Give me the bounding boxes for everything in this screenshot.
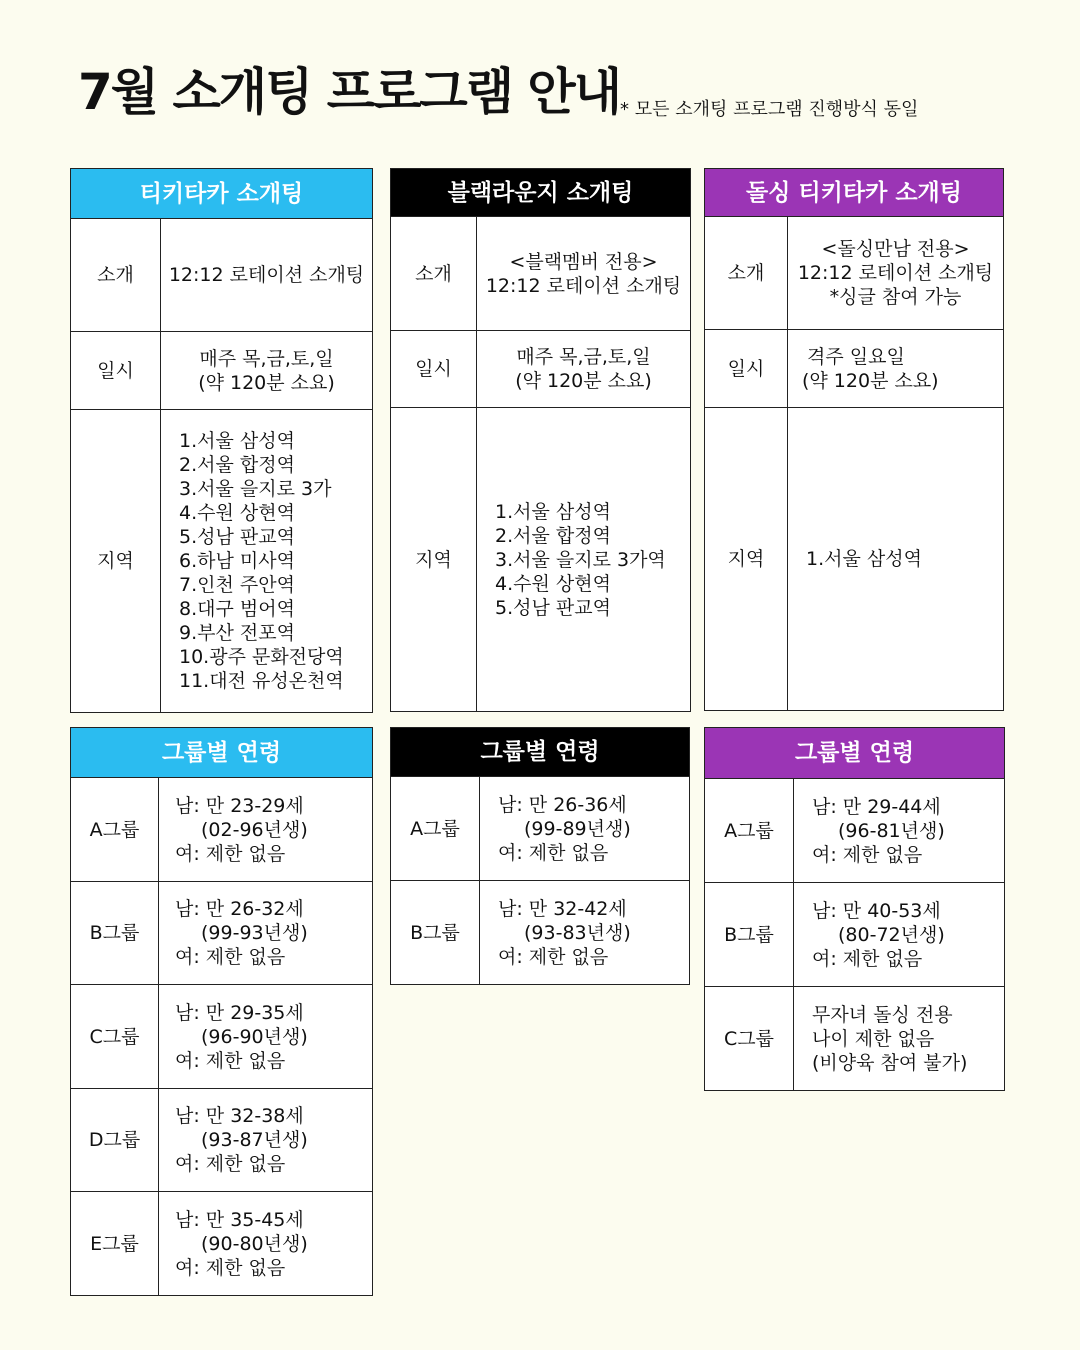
intro-value: 12:12 로테이션 소개팅 bbox=[161, 219, 373, 332]
region-item: 3.서울 을지로 3가역 bbox=[495, 548, 666, 571]
group-label: B그룹 bbox=[705, 883, 794, 987]
region-item: 9.부산 전포역 bbox=[179, 622, 295, 644]
male-age: 남: 만 29-44세 bbox=[812, 795, 941, 818]
page-title: 7월 소개팅 프로그램 안내 bbox=[78, 63, 621, 121]
date-value bbox=[161, 332, 373, 410]
area-label: 지역 bbox=[391, 408, 477, 712]
group-label: A그룹 bbox=[391, 777, 480, 881]
date-line: 매주 목,금,토,일 bbox=[516, 346, 651, 368]
group-label: A그룹 bbox=[71, 778, 159, 882]
female-age: 여: 제한 없음 bbox=[498, 841, 609, 864]
male-age: 남: 만 40-53세 bbox=[812, 899, 941, 922]
group-label: B그룹 bbox=[391, 881, 480, 985]
female-age: 여: 제한 없음 bbox=[498, 945, 609, 968]
female-age: 여: 제한 없음 bbox=[812, 843, 923, 866]
program-table-blacklounge bbox=[390, 168, 691, 712]
birth-years: (93-87년생) bbox=[201, 1129, 308, 1151]
group-note: 무자녀 돌싱 전용 bbox=[812, 1003, 953, 1026]
group-label: B그룹 bbox=[71, 882, 159, 985]
male-age: 남: 만 26-32세 bbox=[175, 898, 304, 920]
region-item: 5.성남 판교역 bbox=[179, 526, 295, 548]
region-item: 8.대구 범어역 bbox=[179, 598, 295, 620]
male-age: 남: 만 32-38세 bbox=[175, 1105, 304, 1127]
date-line: (약 120분 소요) bbox=[515, 370, 652, 392]
group-detail bbox=[794, 987, 1005, 1091]
group-label: D그룹 bbox=[71, 1089, 159, 1192]
birth-years: (99-93년생) bbox=[201, 922, 308, 944]
region-item: 6.하남 미사역 bbox=[179, 550, 295, 572]
region-item: 2.서울 합정역 bbox=[495, 524, 611, 547]
age-header: 그룹별 연령 bbox=[705, 728, 1005, 779]
group-detail bbox=[159, 778, 373, 882]
intro-value bbox=[788, 217, 1004, 330]
page-note: * 모든 소개팅 프로그램 진행방식 동일 bbox=[620, 99, 919, 120]
male-age: 남: 만 32-42세 bbox=[498, 897, 627, 920]
group-label: E그룹 bbox=[71, 1192, 159, 1296]
male-age: 남: 만 26-36세 bbox=[498, 793, 627, 816]
program-header: 티키타카 소개팅 bbox=[71, 169, 373, 219]
date-line: 격주 일요일 bbox=[807, 345, 905, 368]
region-item: 1.서울 삼성역 bbox=[179, 430, 295, 452]
group-note: 나이 제한 없음 bbox=[812, 1027, 935, 1050]
intro-label: 소개 bbox=[705, 217, 788, 330]
region-item: 2.서울 합정역 bbox=[179, 454, 295, 476]
program-header: 블랙라운지 소개팅 bbox=[391, 169, 691, 217]
region-item: 1.서울 삼성역 bbox=[806, 548, 922, 570]
region-item: 7.인천 주안역 bbox=[179, 574, 295, 596]
region-item: 4.수원 상현역 bbox=[495, 572, 611, 595]
region-list bbox=[161, 410, 373, 713]
area-label: 지역 bbox=[705, 408, 788, 711]
female-age: 여: 제한 없음 bbox=[175, 946, 286, 968]
group-detail bbox=[480, 881, 690, 985]
female-age: 여: 제한 없음 bbox=[175, 1256, 286, 1279]
group-label: A그룹 bbox=[705, 779, 794, 883]
male-age: 남: 만 23-29세 bbox=[175, 794, 304, 817]
intro-line: 12:12 로테이션 소개팅 bbox=[485, 274, 682, 297]
intro-value bbox=[477, 217, 691, 331]
age-header: 그룹별 연령 bbox=[71, 728, 373, 778]
female-age: 여: 제한 없음 bbox=[175, 1049, 286, 1072]
group-label: C그룹 bbox=[705, 987, 794, 1091]
birth-years: (99-89년생) bbox=[524, 817, 631, 840]
group-detail bbox=[794, 883, 1005, 987]
date-line: (약 120분 소요) bbox=[198, 371, 335, 394]
group-detail bbox=[159, 985, 373, 1089]
age-table-tikitaka bbox=[70, 727, 373, 1296]
date-value bbox=[788, 330, 1004, 408]
birth-years: (80-72년생) bbox=[838, 923, 945, 946]
group-detail bbox=[159, 882, 373, 985]
birth-years: (96-90년생) bbox=[201, 1025, 308, 1048]
date-label: 일시 bbox=[391, 331, 477, 408]
intro-line: *싱글 참여 가능 bbox=[829, 286, 962, 308]
age-table-blacklounge bbox=[390, 727, 690, 985]
male-age: 남: 만 29-35세 bbox=[175, 1001, 304, 1024]
region-item: 3.서울 을지로 3가 bbox=[179, 478, 332, 500]
intro-line: <돌싱만남 전용> bbox=[821, 238, 970, 260]
program-header: 돌싱 티키타카 소개팅 bbox=[705, 169, 1004, 217]
birth-years: (02-96년생) bbox=[201, 818, 308, 841]
female-age: 여: 제한 없음 bbox=[175, 842, 286, 865]
region-list bbox=[788, 408, 1004, 711]
intro-label: 소개 bbox=[71, 219, 161, 332]
region-item: 10.광주 문화전당역 bbox=[179, 646, 344, 668]
date-line: 매주 목,금,토,일 bbox=[199, 347, 334, 370]
region-item: 1.서울 삼성역 bbox=[495, 500, 611, 523]
date-label: 일시 bbox=[705, 330, 788, 408]
birth-years: (96-81년생) bbox=[838, 819, 945, 842]
region-list bbox=[477, 408, 691, 712]
intro-label: 소개 bbox=[391, 217, 477, 331]
age-header: 그룹별 연령 bbox=[391, 728, 690, 777]
age-table-dolsing bbox=[704, 727, 1005, 1091]
program-table-dolsing bbox=[704, 168, 1004, 711]
area-label: 지역 bbox=[71, 410, 161, 713]
birth-years: (93-83년생) bbox=[524, 921, 631, 944]
region-item: 5.성남 판교역 bbox=[495, 596, 611, 619]
group-detail bbox=[480, 777, 690, 881]
group-detail bbox=[159, 1192, 373, 1296]
group-detail bbox=[794, 779, 1005, 883]
group-note: (비양육 참여 불가) bbox=[812, 1051, 968, 1074]
group-label: C그룹 bbox=[71, 985, 159, 1089]
region-item: 11.대전 유성온천역 bbox=[179, 670, 344, 692]
intro-line: 12:12 로테이션 소개팅 bbox=[797, 262, 994, 284]
date-label: 일시 bbox=[71, 332, 161, 410]
intro-line: <블랙멤버 전용> bbox=[509, 250, 658, 273]
date-value bbox=[477, 331, 691, 408]
date-line: (약 120분 소요) bbox=[802, 369, 939, 392]
male-age: 남: 만 35-45세 bbox=[175, 1208, 304, 1231]
program-table-tikitaka bbox=[70, 168, 373, 713]
birth-years: (90-80년생) bbox=[201, 1232, 308, 1255]
region-item: 4.수원 상현역 bbox=[179, 502, 295, 524]
female-age: 여: 제한 없음 bbox=[812, 947, 923, 970]
group-detail bbox=[159, 1089, 373, 1192]
female-age: 여: 제한 없음 bbox=[175, 1153, 286, 1175]
